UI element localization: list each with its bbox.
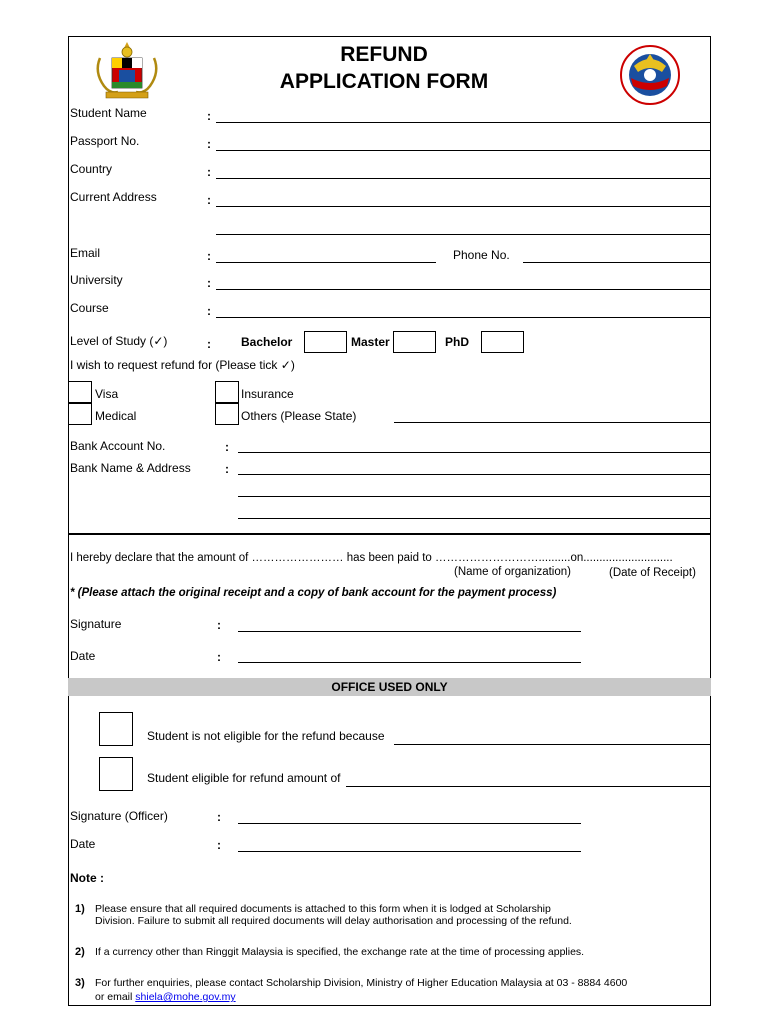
bank-account-colon: : <box>225 440 229 454</box>
bank-name-address-label: Bank Name & Address <box>70 461 191 475</box>
student-name-label: Student Name <box>70 106 147 120</box>
bank-account-field[interactable] <box>238 452 711 453</box>
officer-date-label: Date <box>70 837 96 851</box>
note-1-number: 1) <box>75 903 85 915</box>
bank-account-label: Bank Account No. <box>70 439 166 453</box>
signature-field[interactable] <box>238 631 581 632</box>
signature-officer-colon: : <box>217 810 221 824</box>
bank-name-address-colon: : <box>225 462 229 476</box>
level-of-study-label: Level of Study (✓) <box>70 334 168 348</box>
note-1-line2: Division. Failure to submit all required documents will delay authorisation and processing of the refund. <box>95 915 572 927</box>
officer-date-colon: : <box>217 838 221 852</box>
not-eligible-reason-field[interactable] <box>394 744 711 745</box>
student-name-colon: : <box>207 109 211 123</box>
phd-checkbox[interactable] <box>481 331 524 353</box>
signature-officer-field[interactable] <box>238 823 581 824</box>
others-checkbox[interactable] <box>215 403 239 425</box>
course-label: Course <box>70 301 109 315</box>
note-3-number: 3) <box>75 977 85 989</box>
medical-checkbox[interactable] <box>68 403 92 425</box>
signature-label: Signature <box>70 617 122 631</box>
phone-no-label: Phone No. <box>453 248 510 262</box>
signature-officer-label: Signature (Officer) <box>70 809 168 823</box>
university-colon: : <box>207 276 211 290</box>
email-colon: : <box>207 249 211 263</box>
course-colon: : <box>207 304 211 318</box>
country-label: Country <box>70 162 113 176</box>
name-of-organization-hint: (Name of organization) <box>454 566 571 578</box>
course-field[interactable] <box>216 317 711 318</box>
note-3-or-email: or email <box>95 991 136 1003</box>
section-divider <box>68 533 711 535</box>
officer-date-field[interactable] <box>238 851 581 852</box>
bank-name-address-field-2[interactable] <box>238 496 711 497</box>
current-address-field-2[interactable] <box>216 234 711 235</box>
declaration-text: I hereby declare that the amount of …………………… has been paid to ………………………..........on............................ <box>70 552 673 564</box>
visa-label: Visa <box>95 387 119 401</box>
not-eligible-label: Student is not eligible for the refund because <box>147 729 385 743</box>
current-address-field-1[interactable] <box>216 206 711 207</box>
current-address-label: Current Address <box>70 190 157 204</box>
note-heading: Note : <box>70 871 104 885</box>
country-field[interactable] <box>216 178 711 179</box>
current-address-colon: : <box>207 193 211 207</box>
student-name-field[interactable] <box>216 122 711 123</box>
date-colon: : <box>217 650 221 664</box>
date-field[interactable] <box>238 662 581 663</box>
master-checkbox[interactable] <box>393 331 436 353</box>
email-field[interactable] <box>216 262 436 263</box>
note-2-number: 2) <box>75 946 85 958</box>
note-1-line1: Please ensure that all required documents is attached to this form when it is lodged at Scholarship <box>95 903 551 915</box>
attach-note: * (Please attach the original receipt and a copy of bank account for the payment process) <box>70 587 557 599</box>
visa-checkbox[interactable] <box>68 381 92 403</box>
signature-colon: : <box>217 618 221 632</box>
bank-name-address-field-1[interactable] <box>238 474 711 475</box>
bachelor-label: Bachelor <box>241 335 293 349</box>
eligible-label: Student eligible for refund amount of <box>147 771 341 785</box>
university-field[interactable] <box>216 289 711 290</box>
form-title-line1: REFUND <box>340 43 428 66</box>
date-of-receipt-hint: (Date of Receipt) <box>609 567 696 579</box>
bank-name-address-field-3[interactable] <box>238 518 711 519</box>
email-label: Email <box>70 246 101 260</box>
note-2-text: If a currency other than Ringgit Malaysia is specified, the exchange rate at the time of processing applies. <box>95 946 585 958</box>
not-eligible-checkbox[interactable] <box>99 712 133 746</box>
refund-prompt: I wish to request refund for (Please tick ✓) <box>70 358 295 372</box>
passport-no-colon: : <box>207 137 211 151</box>
insurance-checkbox[interactable] <box>215 381 239 403</box>
university-label: University <box>70 273 123 287</box>
note-3-line2 <box>95 991 236 1003</box>
form-title-line2: APPLICATION FORM <box>279 70 489 93</box>
others-label: Others (Please State) <box>241 409 357 423</box>
bachelor-checkbox[interactable] <box>304 331 347 353</box>
passport-no-label: Passport No. <box>70 134 140 148</box>
passport-no-field[interactable] <box>216 150 711 151</box>
country-colon: : <box>207 165 211 179</box>
insurance-label: Insurance <box>241 387 294 401</box>
eligible-amount-field[interactable] <box>346 786 711 787</box>
phone-no-field[interactable] <box>523 262 711 263</box>
support-email-link[interactable]: shiela@mohe.gov.my <box>135 991 236 1003</box>
level-of-study-colon: : <box>207 337 211 351</box>
medical-label: Medical <box>95 409 137 423</box>
eligible-checkbox[interactable] <box>99 757 133 791</box>
note-3-line1: For further enquiries, please contact Scholarship Division, Ministry of Higher Education Malaysia at 03 - 8884 4600 <box>95 977 628 989</box>
phd-label: PhD <box>445 335 469 349</box>
office-used-only-title: OFFICE USED ONLY <box>331 680 448 694</box>
others-state-field[interactable] <box>394 422 711 423</box>
master-label: Master <box>351 335 390 349</box>
date-label: Date <box>70 649 96 663</box>
form-frame <box>68 36 711 1006</box>
